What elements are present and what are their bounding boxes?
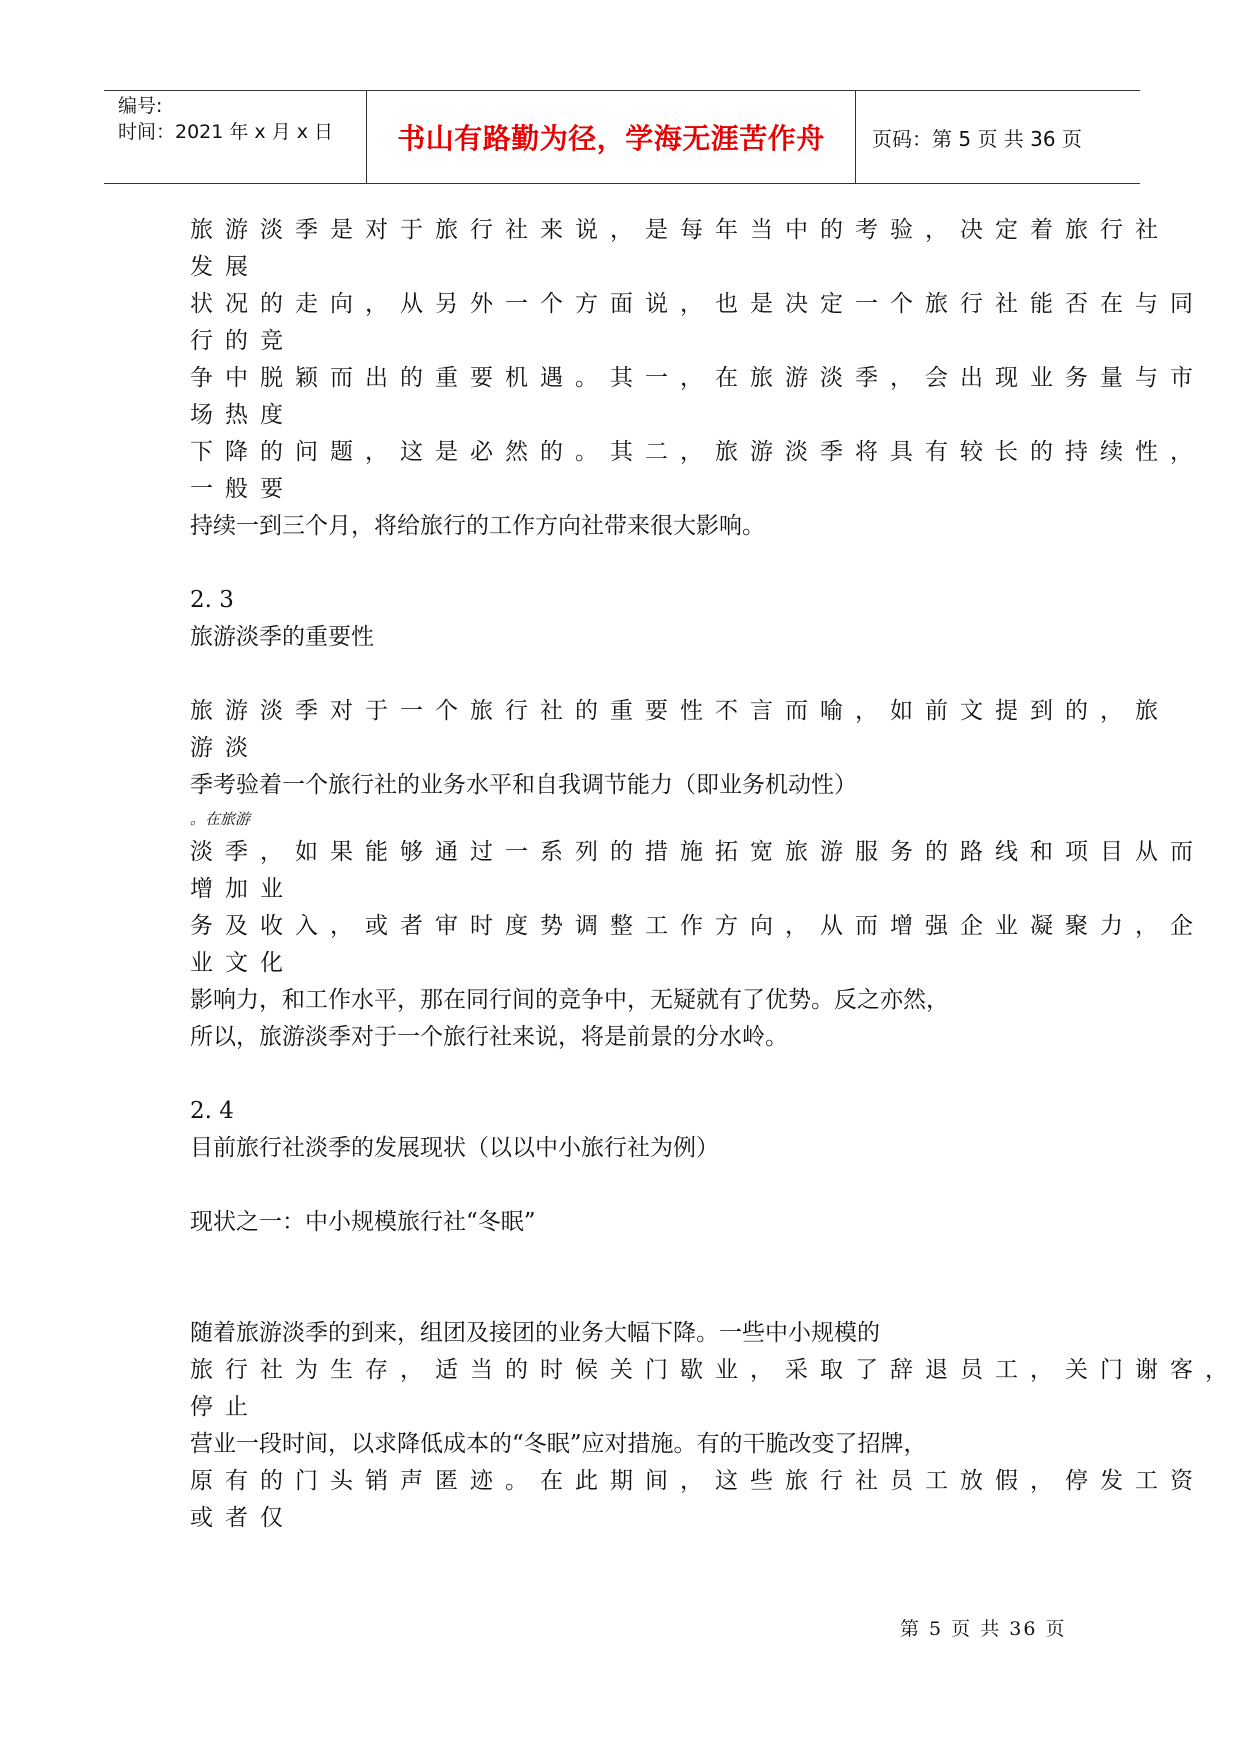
paragraph-line: 旅游淡季是对于旅行社来说，是每年当中的考验，决定着旅行社 (190, 217, 1170, 243)
paragraph-line: 一般要 (190, 476, 295, 502)
paragraph-line: 业文化 (190, 950, 295, 976)
paragraph-line: 状况的走向，从另外一个方面说，也是决定一个旅行社能否在与同 (190, 291, 1205, 317)
paragraph-line: 所以，旅游淡季对于一个旅行社来说，将是前景的分水岭。 (190, 1024, 788, 1050)
section-title: 目前旅行社淡季的发展现状（以以中小旅行社为例） (190, 1135, 719, 1161)
paragraph-line: 争中脱颖而出的重要机遇。其一，在旅游淡季，会出现业务量与市 (190, 365, 1205, 391)
paragraph-line: 原有的门头销声匿迹。在此期间，这些旅行社员工放假，停发工资 (190, 1468, 1205, 1494)
paragraph-line: 发展 (190, 254, 260, 280)
paragraph-line: 持续一到三个月，将给旅行的工作方向社带来很大影响。 (190, 513, 765, 539)
paragraph-line: 营业一段时间，以求降低成本的“冬眠”应对措施。有的干脆改变了招牌， (190, 1431, 927, 1457)
page-header (104, 90, 1140, 184)
paragraph-line: 旅行社为生存，适当的时候关门歇业，采取了辞退员工，关门谢客， (190, 1357, 1240, 1383)
document-body (190, 212, 1240, 1537)
section-number: 2. 4 (190, 1098, 234, 1124)
paragraph-line: 停止 (190, 1394, 260, 1420)
paragraph-line: 增加业 (190, 876, 295, 902)
spacer (190, 656, 1050, 693)
section-title: 旅游淡季的重要性 (190, 624, 374, 650)
doc-date-label: 时间：2021 年 x 月 x 日 (118, 121, 334, 143)
paragraph-line: 行的竞 (190, 328, 295, 354)
header-page-label: 页码：第 5 页 共 36 页 (872, 126, 1082, 151)
paragraph-line: 影响力，和工作水平，那在同行间的竞争中，无疑就有了优势。反之亦然， (190, 987, 949, 1013)
paragraph-line: 旅游淡季对于一个旅行社的重要性不言而喻，如前文提到的，旅 (190, 698, 1170, 724)
paragraph-line: 场热度 (190, 402, 295, 428)
paragraph-line: 淡季，如果能够通过一系列的措施拓宽旅游服务的路线和项目从而 (190, 839, 1205, 865)
paragraph-line: 季考验着一个旅行社的业务水平和自我调节能力（即业务机动性） (190, 772, 857, 798)
paragraph-line: 务及收入，或者审时度势调整工作方向，从而增强企业凝聚力，企 (190, 913, 1205, 939)
paragraph-line: 。在旅游 (190, 810, 251, 828)
subsection-title: 现状之一：中小规模旅行社“冬眠” (190, 1209, 536, 1235)
spacer (190, 1241, 1050, 1315)
header-motto: 书山有路勤为径，学海无涯苦作舟 (367, 91, 856, 183)
spacer (190, 545, 1050, 582)
paragraph-line: 下降的问题，这是必然的。其二，旅游淡季将具有较长的持续性， (190, 439, 1205, 465)
paragraph-line: 或者仅 (190, 1505, 295, 1531)
section-number: 2. 3 (190, 587, 234, 613)
spacer (190, 1167, 1050, 1204)
page-footer: 第 5 页 共 36 页 (900, 1618, 1067, 1640)
paragraph-line: 游淡 (190, 735, 260, 761)
spacer (190, 1056, 1050, 1093)
header-info-cell (104, 91, 367, 183)
doc-code-label: 编号: (118, 95, 163, 117)
paragraph-line: 随着旅游淡季的到来，组团及接团的业务大幅下降。一些中小规模的 (190, 1320, 880, 1346)
